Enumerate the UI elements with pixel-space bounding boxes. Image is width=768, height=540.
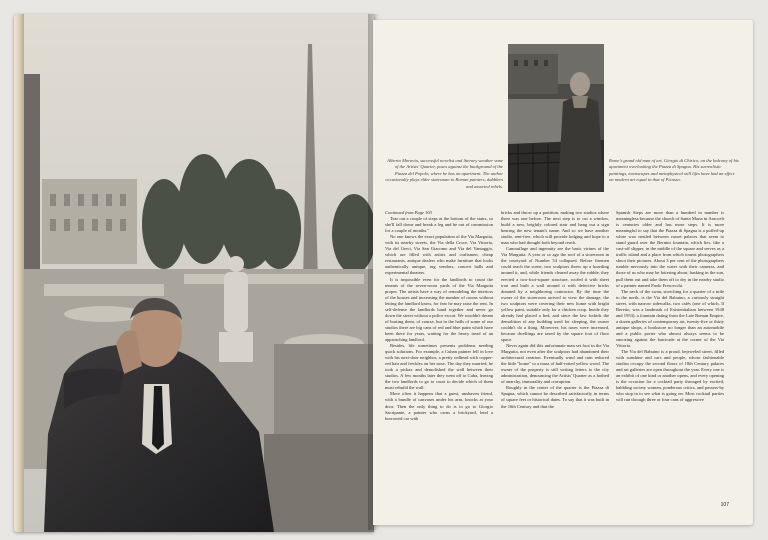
paragraph: No one knows the exact population of the Via Margutta, with its nearby streets, the Via della Croce, Via Vittoria, Via del Greci, Via San Giacomo and Via del Vantaggio, which are filled with artists and craftsmen, cheap restaurants, antique dealers who make furniture that looks authentically antique, rug vendors, concert halls and experimental theaters. — [385, 234, 493, 276]
page-number: 107 — [720, 502, 729, 508]
left-page — [14, 14, 374, 532]
continued-note: Continued from Page 103 — [385, 210, 432, 215]
text-column-2 — [501, 210, 609, 410]
text-column-1 — [385, 210, 493, 422]
caption-chirico: Rome's grand old man of art, Giorgio di Chirico, on the balcony of his apartment overlooking the Piazza di Spagna. His surrealistic paintings, townscapes and metaphysical still lifes have had an effect on modern art equal to that of Picasso. — [609, 158, 739, 183]
paragraph: Spanish Steps are more than a hundred in number is meaningless because the church of Santa Maria in Aracoeli is centuries older and has more steps. It is more meaningful to say that the Piazza di Spagna is a puffed-up white wax nestled between russet palaces that seem to stand guard over the Bernini fountain, which lies, like a cast-off slipper, in the middle of the square and serves as a traffic island and a place from which tourist photographers shoot their pictures. About 3 per cent of the photographers tumble nervously into the water with their cameras, and those of us who may be loitering about, basking in the sun, pull them out and take them off to dry in the nearby studio of a painter named Paolo Frescecchi. — [616, 210, 724, 288]
paragraph: It is impossible even for the landlords to count the tenants of the seven-room yards of the Via Margutta proper. The artists have a way of remodeling the interiors of the houses and increasing the number of rooms without letting the landlord know, for fear he may raise the rent. In self-defense the landlords band together and never go down the street without a police escort. We wouldn't dream of hurting them, of course, but in the halls of some of our studios there are big cans of red and blue paint which have been there for years, waiting for the heavy tread of an approaching landlord. — [385, 276, 493, 342]
paragraph: Roughly in the center of the quarter is the Piazza di Spagna, which cannot be described satisfactorily in terms of square feet or historical dates. To say that it was built in the 16th Century and that the — [501, 385, 609, 409]
paragraph: Tear out a couple of steps at the bottom of the stairs, so she'll fall down and break a leg and be out of commission for a couple of months." — [385, 216, 493, 234]
text-column-3 — [616, 210, 724, 404]
paragraph: Besides, life sometimes presents problems needing quick solutions. For example, a Cuban painter fell in love with his next-door neighbor, a pretty redhead with copper-red hair and freckles on her nose. The day they married, he took a pickax and demolished the wall between their studios. A few months later they went off to Cuba, leaving the two landlords to go to court to decide which of them must rebuild the wall. — [385, 343, 493, 391]
caption-moravia: Alberto Moravia, successful novelist and literary weather vane of the Artists' Quarter, poses against the background of the Piazza del Popolo, where he has an apartment. The author occasionally plays elder statesman to Roman painters, dabblers and assorted rebels. — [385, 158, 503, 189]
chirico-photograph — [508, 44, 604, 192]
paragraph: More often it happens that a guest, unshaven friend, with a bundle of canvases under his arm, knocks at your door. Then the only thing to do is to go to Giorgio Sacripante, a painter who owns a brickyard, lend a borrowed car with — [385, 391, 493, 421]
paragraph: The Via del Babuino is a proud, bejeweled street, filled with sunshine and cars and people, whose fashionable studios occupy the second floors of 18th Century palaces and art galleries are open throughout the year. Every one is an exhibit of one kind or another opens, and every opening is the occasion for a cocktail party thronged by excited, babbling society women, ponderous critics, and passers-by who stop in to see what is going on. Most cocktail parties will run through three or four cans of aggressive — [616, 349, 724, 403]
moravia-photograph — [24, 14, 374, 532]
paragraph: The neck of the swan, stretching for a quarter of a mile to the north, is the Via del Babuino, a curiously straight street, with narrow sidewalks, two cafés (one of which, Il Beretto, was a landmark of Existentialism between 1948 and 1953), a fountain dating from the Late Roman Empire, a dozen galleries of contemporary art, twenty-five or thirty antique shops, a bookstore no longer than an automobile and a public porter who almost always seems to be snoozing against the barricade at the corner of the Via Vittoria. — [616, 288, 724, 349]
right-page — [373, 20, 753, 525]
paragraph: Camouflage and ingenuity are the basic virtues of the Via Margutta. A year or so ago the roof of a storeroom in the courtyard of Number 54 collapsed. Before firemen could reach the scene, two sculptors threw up a boarding around it, and, while friends cleared away the rubble, they erected a two-foot-square structure, roofed it with sheet iron and built a wall around it with defective bricks donated by a neighboring contractor. By the time the owner of the storeroom arrived to view the damage, the two sculptors were covering their new home with bright yellow paint, suitable only for a chicken coop. Inside they already had placed a bed, and since the law forbids the demolition of any building used for sleeping, the owner couldn't do a thing. Moreover, his taxes were increased, because dwellings are taxed by the square foot of floor space. — [501, 246, 609, 342]
paragraph: Never again did this unfortunate man set foot in the Via Margutta, not even after the sculptors had abandoned their architectural creation. Eventually wind and rain reduced the little "home" to a mass of half-rotted yellow wood. The owner of the property is still writing letters to the city administration, denouncing the Artists' Quarter as a hotbed of anarchy, immorality and corruption. — [501, 343, 609, 385]
paragraph: bricks and throw up a partition, making two studios where there was one before. The next step is to cut a window, build a new, brightly colored stair and hang out a sign bearing the new tenant's name. And so we have another studio, rent-free, which will provide lodging and hope to a man who had thought both beyond reach. — [501, 210, 609, 246]
page-edge — [14, 14, 24, 532]
